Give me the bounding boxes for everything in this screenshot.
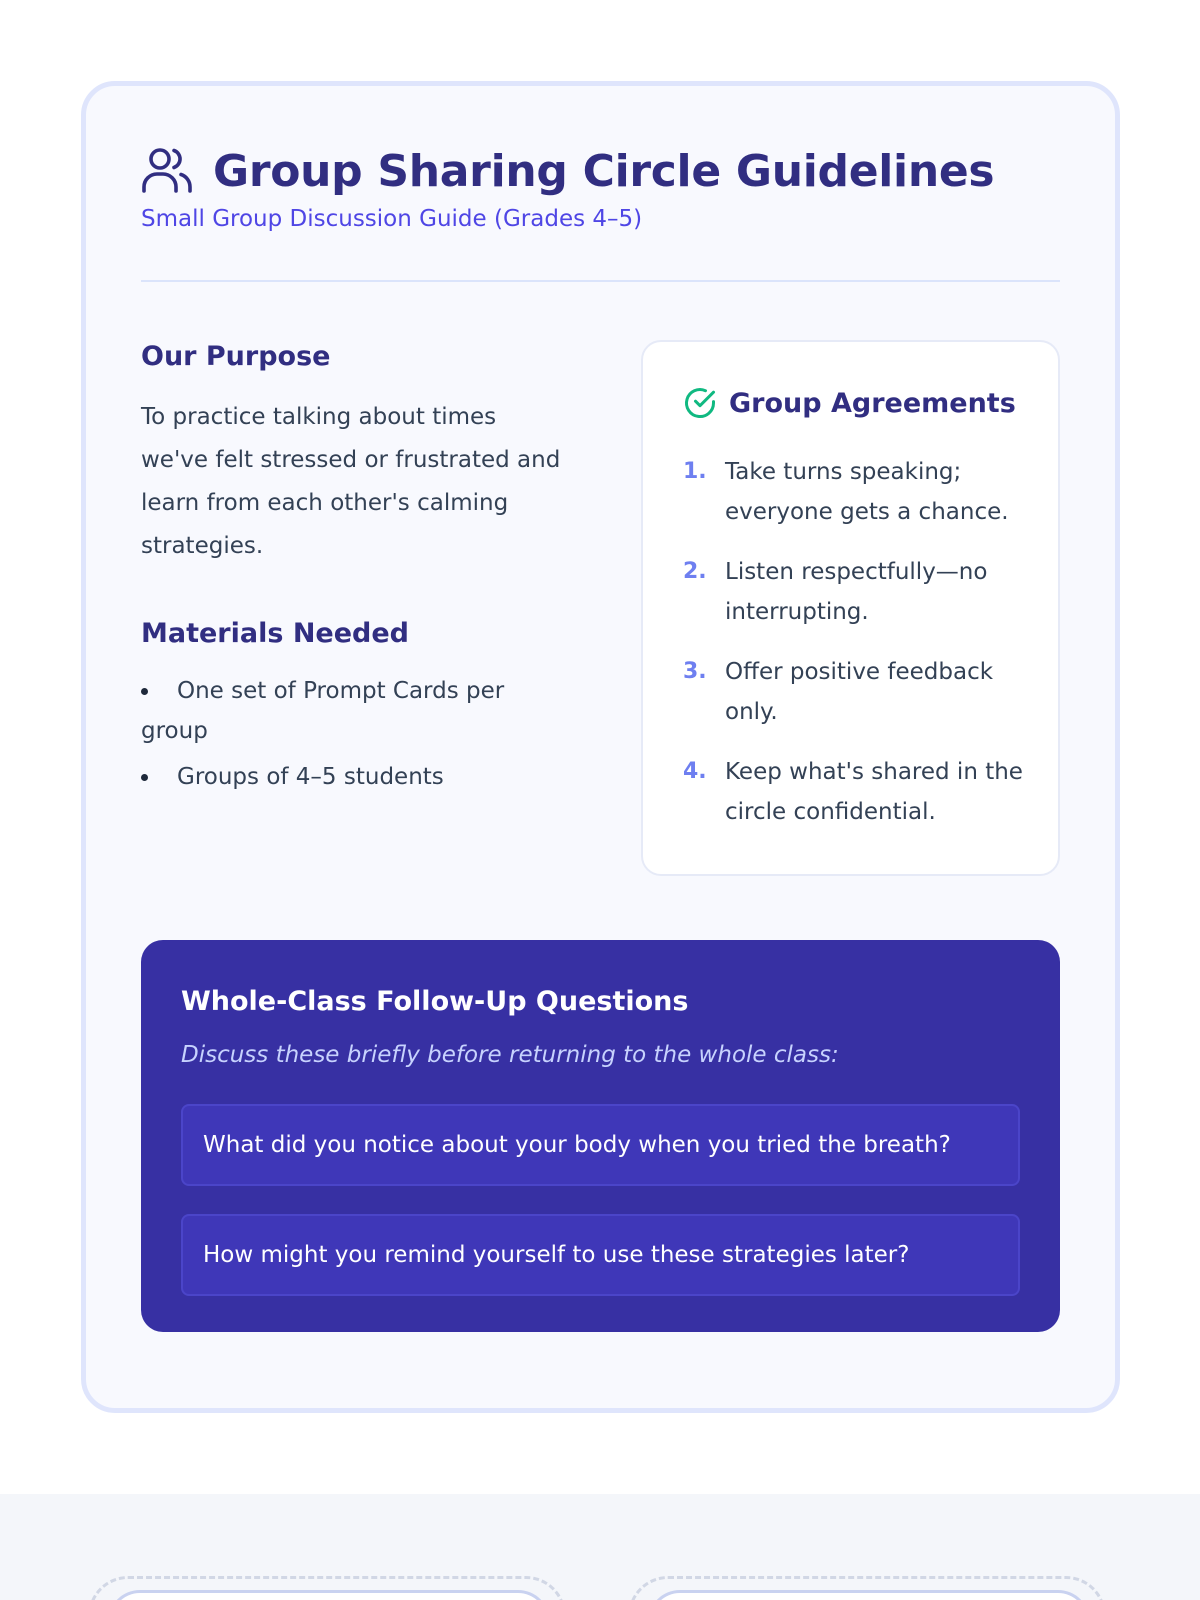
list-item xyxy=(141,757,561,797)
followup-heading: Whole-Class Follow-Up Questions xyxy=(181,986,689,1017)
followup-subheading: Discuss these briefly before returning to the whole class: xyxy=(181,1042,839,1068)
agreements-header xyxy=(683,386,1016,420)
item-number: 2. xyxy=(683,559,707,584)
followup-question: What did you notice about your body when you tried the breath? xyxy=(181,1104,1020,1186)
list-item xyxy=(683,752,1023,832)
followup-panel xyxy=(141,940,1060,1332)
materials-list xyxy=(141,671,561,797)
list-item xyxy=(683,652,1023,732)
materials-item-text: Groups of 4–5 students xyxy=(177,764,444,790)
agreement-text: Offer positive feedback only. xyxy=(725,659,994,725)
title-row xyxy=(141,146,1060,196)
agreement-text: Listen respectfully—no interrupting. xyxy=(725,559,988,625)
agreements-heading: Group Agreements xyxy=(729,387,1016,419)
card-edge xyxy=(648,1590,1090,1600)
list-item xyxy=(683,552,1023,632)
header-divider xyxy=(141,280,1060,282)
guidelines-card xyxy=(81,81,1120,1413)
users-icon xyxy=(141,146,193,196)
header xyxy=(141,146,1060,232)
item-number: 3. xyxy=(683,659,707,684)
materials-item-text: One set of Prompt Cards per group xyxy=(141,678,505,744)
agreement-text: Take turns speaking; everyone gets a chance. xyxy=(725,459,1009,525)
purpose-heading: Our Purpose xyxy=(141,341,331,372)
agreements-list xyxy=(683,452,1023,852)
followup-question: How might you remind yourself to use these strategies later? xyxy=(181,1214,1020,1296)
list-item xyxy=(683,452,1023,532)
agreement-text: Keep what's shared in the circle confidential. xyxy=(725,759,1023,825)
materials-heading: Materials Needed xyxy=(141,618,410,649)
page-subtitle: Small Group Discussion Guide (Grades 4–5) xyxy=(141,206,643,232)
item-number: 4. xyxy=(683,759,707,784)
card-edge xyxy=(108,1590,550,1600)
bullet-icon xyxy=(141,688,148,695)
left-column xyxy=(141,341,561,803)
purpose-text: To practice talking about times we've felt stressed or frustrated and learn from each other's calming strategies. xyxy=(141,404,561,559)
check-circle-icon xyxy=(683,386,717,420)
item-number: 1. xyxy=(683,459,707,484)
page-title: Group Sharing Circle Guidelines xyxy=(213,145,995,197)
agreements-card xyxy=(641,340,1060,876)
next-section xyxy=(0,1494,1200,1600)
list-item xyxy=(141,671,561,751)
bullet-icon xyxy=(141,774,148,781)
